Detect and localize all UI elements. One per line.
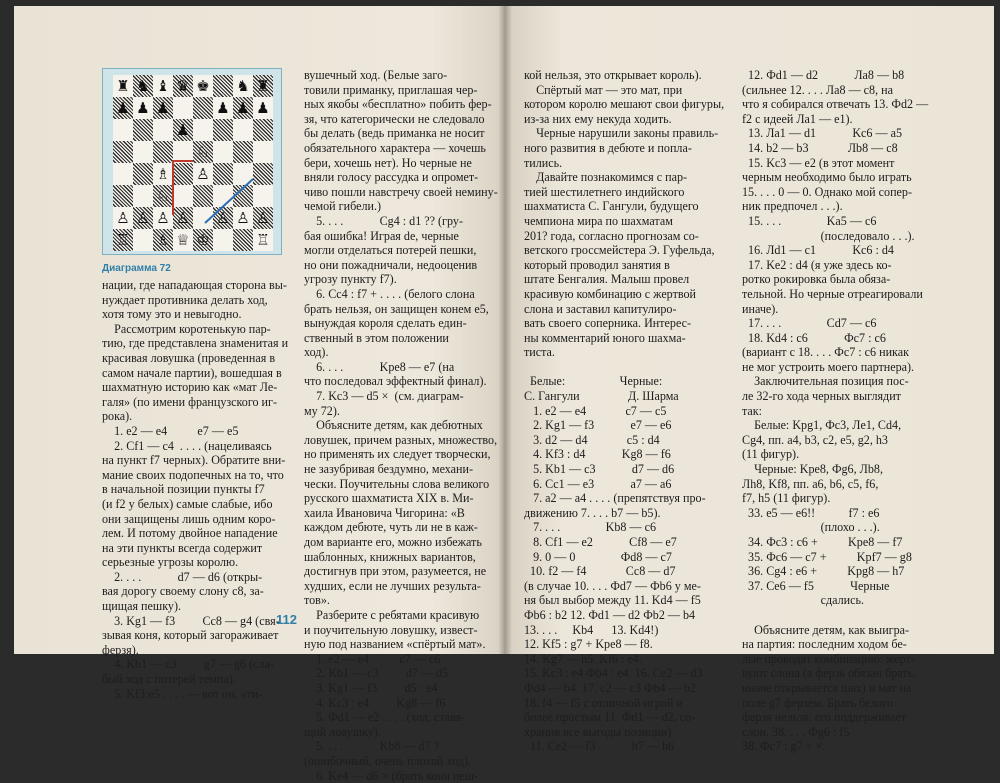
blue-arrow [205,179,253,223]
board-square: ♕ [173,229,193,251]
text-line: могли отделаться потерей пешки, [304,243,496,258]
text-line: ного развития в дебюте и попла- [524,141,734,156]
text-line: иначе). [742,302,972,317]
text-line: 9. 0 — 0 Фd8 — c7 [524,550,734,565]
open-book [14,6,994,654]
text-line: f2 с идеей Лa1 — e1). [742,112,972,127]
right-column-2 [742,68,972,754]
text-line: Объясните детям, как выигра- [742,623,972,638]
text-line: ле 32-го хода черных выглядит [742,389,972,404]
text-line [742,608,972,623]
text-line: красивую комбинацию с жертвой [524,287,734,302]
text-line: слона и заставил капитулиро- [524,302,734,317]
text-line: вать своего соперника. Интерес- [524,316,734,331]
text-line: и поучительную ловушку, извест- [304,623,496,638]
text-line: красивая ловушка (проведенная в [102,351,292,366]
text-line: вая дорогу своему слону c8, за- [102,584,292,599]
text-line: Фd4 — b4. 17. c2 — c3 Фb4 — b2 [524,681,734,696]
text-line: 11. Ce2 — f3 h7 — h6 [524,739,734,754]
text-line: движению 7. . . . b7 — b5). [524,506,734,521]
text-line: 15. . . . Ka5 — c6 [742,214,972,229]
text-line: 13. . . . Kb4 13. Kd4!) [524,623,734,638]
text-line: что я собирался отвечать 13. Фd2 — [742,97,972,112]
text-line: 1. e2 — e4 c7 — c5 [524,404,734,419]
move-arrows [113,75,273,251]
board-square: ♜ [113,75,133,97]
board-square: ♙ [133,207,153,229]
text-line: из-за них ему некуда ходить. [524,112,734,127]
text-line: ник предпочел . . .). [742,199,972,214]
text-line: 14. Kg7 — h5. Kf6 : e4. [524,652,734,667]
text-line: шаблонных, книжных вариантов, [304,550,496,565]
text-line: 3. Kg1 — f3 Cc8 — g4 (свя- [102,614,292,629]
text-line: достигнув при этом, разумеется, не [304,564,496,579]
text-line: бая ошибка! Играя de, черные [304,229,496,244]
text-line: 38. Фс7 : g7 + ×. [742,739,972,754]
text-line: ня был выбор между 11. Kd4 — f5 [524,593,734,608]
board-square: ♙ [153,207,173,229]
text-line: 2. Kb1 — c3 d7 — d5 [304,666,496,681]
text-line: 10. f2 — f4 Cc8 — d7 [524,564,734,579]
text-line: 1. e2 — e4 c7 — c6 [304,652,496,667]
text-line: 5. . . . Cg4 : d1 ?? (гру- [304,214,496,229]
text-line: слон. 38. . . . Фg6 : f5 [742,725,972,740]
text-line: 7. Kc3 — d5 × (см. диаграм- [304,389,496,404]
text-line: 6. . . . Kpe8 — e7 (на [304,360,496,375]
text-line: на партия: последним ходом бе- [742,637,972,652]
text-line: вушечный ход. (Белые заго- [304,68,496,83]
text-line: 17. . . . Cd7 — c6 [742,316,972,331]
board-square: ♙ [253,207,273,229]
text-line: более простым 11. Фd1 — d2, со- [524,710,734,725]
text-line: 37. Ce6 — f5 Черные [742,579,972,594]
page-number: 112 [276,612,297,627]
text-line: дом варианте его, можно избежать [304,535,496,550]
board-square: ♟ [213,97,233,119]
text-line: вуют слона (а ферзь обязан брать, [742,666,972,681]
text-line: 4. Kf3 : d4 Kg8 — f6 [524,447,734,462]
chess-diagram-72 [102,68,282,255]
text-line: 4. Kb1 — c3 g7 — g6 (сла- [102,657,292,672]
board-square: ♖ [113,229,133,251]
text-line: щий ловушку). [304,725,496,740]
text-line: (сильнее 12. . . . Лa8 — c8, на [742,83,972,98]
board-square: ♟ [233,97,253,119]
left-column-2 [304,68,496,783]
text-line: (11 фигур). [742,447,972,462]
text-line: 15. Kc3 : e4 Фb4 : e4. 16. Ce2 — d3 [524,666,734,681]
text-line: 6. Cc1 — e3 a7 — a6 [524,477,734,492]
text-line: ход). [304,345,496,360]
text-line: 15. . . . 0 — 0. Однако мой сопер- [742,185,972,200]
text-line: 3. d2 — d4 c5 : d4 [524,433,734,448]
text-line: 14. b2 — b3 Лb8 — c8 [742,141,972,156]
text-line: обязательного характера — хочешь [304,141,496,156]
text-line: ную под названием «спёртый мат». [304,637,496,652]
board-square: ♗ [153,229,173,251]
text-line: ферзя нельзя: его поддерживает [742,710,972,725]
right-column-1 [524,68,734,754]
text-line: лые проводят комбинацию: жерт- [742,652,972,667]
board-square: ♘ [193,141,213,163]
text-line: Спёртый мат — это мат, при [524,83,734,98]
text-line: 17. Ke2 : d4 (я уже здесь ко- [742,258,972,273]
board-square: ♗ [153,163,173,185]
text-line: не мог устроить моего партнера). [742,360,972,375]
diagram-caption: Диаграмма 72 [102,263,171,274]
text-line: 5. . . . Kb8 — d7 ? [304,739,496,754]
text-line: 12. Фd1 — d2 Лa8 — b8 [742,68,972,83]
text-line: ловушек, причем разных, множество, [304,433,496,448]
text-line: угрозу пункту f7). [304,272,496,287]
board-square: ♞ [233,75,253,97]
left-page [14,6,504,654]
text-line: который проводил занятия в [524,258,734,273]
text-line: нуждает противника делать ход, [102,293,292,308]
text-line: f7, h5 (11 фигур). [742,491,972,506]
text-line: Лh8, Kf8, пп. a6, b6, c5, f6, [742,477,972,492]
text-line: (последовало . . .). [742,229,972,244]
text-line: чески. Поучительны слова великого [304,477,496,492]
text-line: бый ход с потерей темпа). [102,672,292,687]
text-line: нации, где нападающая сторона вы- [102,278,292,293]
text-line: (вариант с 18. . . . Фс7 : c6 никак [742,345,972,360]
text-line: Белые: Черные: [524,374,734,389]
text-line: 36. Cg4 : e6 + Kpg8 — h7 [742,564,972,579]
text-line: шахматную историю как «мат Ле- [102,380,292,395]
text-line: на пункт f7 черных). Обратите вни- [102,453,292,468]
text-line: тельной. Но черные отреагировали [742,287,972,302]
text-line: Давайте познакомимся с пар- [524,170,734,185]
text-line: 5. Kb1 — c3 d7 — d6 [524,462,734,477]
text-line: Фb6 : b2 12. Фd1 — d2 Фb2 — b4 [524,608,734,623]
left-column-1 [102,278,292,701]
text-line: Cg4, пп. a4, b3, c2, e5, g2, h3 [742,433,972,448]
text-line: ных якобы «бесплатно» побить фер- [304,97,496,112]
text-line: в начальной позиции пункты f7 [102,482,292,497]
text-line: 15. Kc3 — e2 (в этот момент [742,156,972,171]
text-line: 3. Kg1 — f3 d5 : e4 [304,681,496,696]
text-line: тились. [524,156,734,171]
board-square: ♙ [173,207,193,229]
text-line: Черные: Kpe8, Фg6, Лb8, [742,462,972,477]
board-square: ♟ [113,97,133,119]
text-line: товили приманку, приглашая чер- [304,83,496,98]
text-line: галя» (по имени французского иг- [102,395,292,410]
board-square: ♟ [173,119,193,141]
board-square: ♙ [233,207,253,229]
text-line: они защищены лишь одним коро- [102,512,292,527]
text-line: штате Бенгалия. Малыш провел [524,272,734,287]
board-square: ♛ [173,75,193,97]
text-line: ны комментарий юного шахма- [524,331,734,346]
text-line: 12. Kf5 : g7 + Kpe8 — f8. [524,637,734,652]
text-line: вняли голосу рассудка и опромет- [304,170,496,185]
text-line: худших, если не лучших результа- [304,579,496,594]
text-line: Объясните детям, как дебютных [304,418,496,433]
text-line: но они пожадничали, недооценив [304,258,496,273]
text-line: сдались. [742,593,972,608]
text-line: поле g7 ферзем. Брать белого [742,696,972,711]
text-line: 8. Cf1 — e2 Cf8 — e7 [524,535,734,550]
board-square: ♔ [193,229,213,251]
book-gutter [498,6,512,654]
text-line [524,360,734,375]
text-line: хаила Ивановича Чигорина: «В [304,506,496,521]
text-line: тиста. [524,345,734,360]
text-line: 2. . . . d7 — d6 (откры- [102,570,292,585]
board-square: ♝ [153,75,173,97]
text-line: тов». [304,593,496,608]
board-square: ♜ [253,75,273,97]
text-line: на эти пункты всегда содержит [102,541,292,556]
text-line: черным необходимо было играть [742,170,972,185]
board-square: ♖ [253,229,273,251]
text-line: 5. Kf3:e5 . . . . — вот он, «ти- [102,687,292,702]
text-line: 2. Kg1 — f3 e7 — e6 [524,418,734,433]
text-line: (и f2 у белых) самые слабые, ибо [102,497,292,512]
text-line: ственный в этом положении [304,331,496,346]
text-line: кой нельзя, это открывает король). [524,68,734,83]
text-line: (ошибочный, очень плохой ход). [304,754,496,769]
text-line: 2. Cf1 — c4 . . . . (нацеливаясь [102,439,292,454]
text-line: 6. Cc4 : f7 + . . . . (белого слона [304,287,496,302]
text-line: иначе открывается шах) и мат на [742,681,972,696]
text-line: ферзя). [102,643,292,658]
text-line: Разберите с ребятами красивую [304,608,496,623]
text-line: чемой гибели.) [304,199,496,214]
board-square: ♘ [153,185,173,207]
text-line: ветского гроссмейстера Э. Гуфельда, [524,243,734,258]
text-line: С. Гангули Д. Шарма [524,389,734,404]
text-line: самом начале партии), вошедшая в [102,366,292,381]
text-line: му 72). [304,404,496,419]
text-line: 201? года, согласно прогнозам со- [524,229,734,244]
board-square: ♙ [113,207,133,229]
text-line: 4. Kc3 : e4 Kg8 — f6 [304,696,496,711]
text-line: 7. a2 — a4 . . . . (препятствуя про- [524,491,734,506]
text-line: но применять их следует творчески, [304,447,496,462]
text-line: 34. Фс3 : c6 + Kpe8 — f7 [742,535,972,550]
text-line: что последовал эффектный финал). [304,374,496,389]
text-line: 13. Лa1 — d1 Kc6 — a5 [742,126,972,141]
text-line: бери, хочешь нет). Но черные не [304,156,496,171]
text-line: хранив все выгоды позиции) [524,725,734,740]
board-square: ♚ [193,75,213,97]
text-line: тию, где представлена знаменитая и [102,336,292,351]
text-line: зывая коня, который загораживает [102,628,292,643]
text-line: Заключительная позиция пос- [742,374,972,389]
text-line: (плохо . . .). [742,520,972,535]
text-line: бы делать (ведь приманка не носит [304,126,496,141]
board-square: ♟ [133,97,153,119]
right-page [504,6,994,654]
text-line: русского шахматиста XIX в. Ми- [304,491,496,506]
text-line: зя, что категорически не следовало [304,112,496,127]
text-line: не зазубривая бездумно, механи- [304,462,496,477]
text-line: мание своих подопечных на то, что [102,468,292,483]
text-line: тией шестилетнего индийского [524,185,734,200]
text-line: 7. . . . Kb8 — c6 [524,520,734,535]
text-line: котором королю мешают свои фигуры, [524,97,734,112]
text-line: 6. Ke4 — d6 × (брать коня пеш- [304,769,496,783]
board-square: ♟ [253,97,273,119]
text-line: хотя тому это и невыгодно. [102,307,292,322]
text-line: 33. e5 — e6!! f7 : e6 [742,506,972,521]
text-line: Рассмотрим коротенькую пар- [102,322,292,337]
text-line: шахматиста С. Гангули, будущего [524,199,734,214]
text-line: каждом дебюте, чуть ли не в каж- [304,520,496,535]
text-line: щищая пешку). [102,599,292,614]
text-line: так: [742,404,972,419]
text-line: 18. f4 — f5 с отличной игрой и [524,696,734,711]
board-square: ♙ [213,207,233,229]
text-line: 5. Фd1 — e2 . . . . (ход, ставя- [304,710,496,725]
text-line: Белые: Kpg1, Фс3, Лe1, Cd4, [742,418,972,433]
text-line: 35. Фc6 — c7 + Kpf7 — g8 [742,550,972,565]
text-line: лем. И потому двойное нападение [102,526,292,541]
text-line: серьезные угрозы королю. [102,555,292,570]
board-square: ♞ [133,75,153,97]
text-line: чемпиона мира по шахматам [524,214,734,229]
board-square: ♟ [153,97,173,119]
text-line: рока). [102,409,292,424]
text-line: брать нельзя, он защищен конем e5, [304,302,496,317]
text-line: 16. Лd1 — c1 Kc6 : d4 [742,243,972,258]
text-line: (в случае 10. . . . Фd7 — Фb6 у ме- [524,579,734,594]
board-square: ♙ [193,163,213,185]
text-line: 18. Kd4 : c6 Фc7 : c6 [742,331,972,346]
text-line: чиво пошли навстречу своей немину- [304,185,496,200]
text-line: ротко рокировка была обяза- [742,272,972,287]
text-line: Черные нарушили законы правиль- [524,126,734,141]
text-line: 1. e2 — e4 e7 — e5 [102,424,292,439]
text-line: вынуждая короля сделать един- [304,316,496,331]
